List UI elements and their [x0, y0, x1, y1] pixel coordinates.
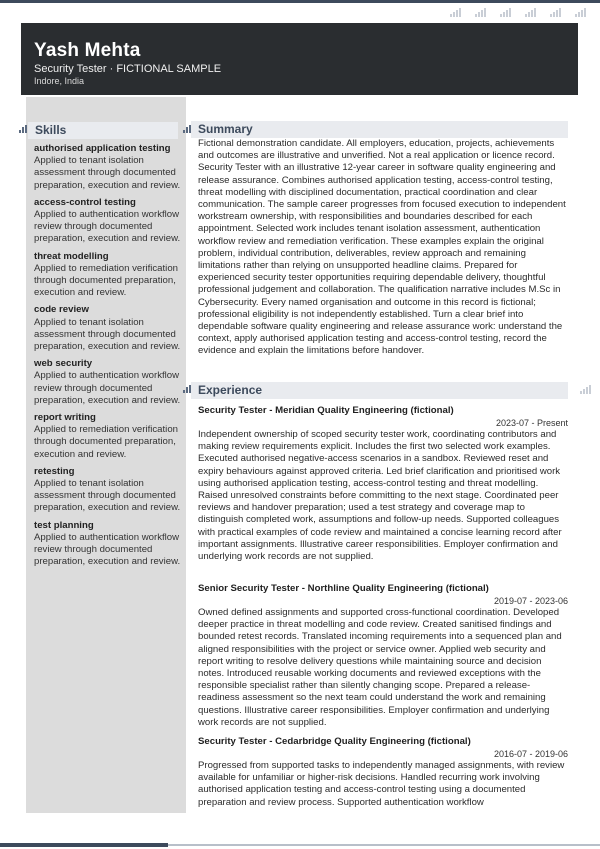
candidate-location: Indore, India — [34, 76, 85, 86]
bar-chart-icon — [525, 8, 536, 17]
skill-item — [34, 520, 182, 569]
job-dates: 2019-07 - 2023-06 — [493, 596, 568, 606]
bar-chart-icon — [550, 8, 561, 17]
job-title: Security Tester - Meridian Quality Engineering (fictional) — [198, 405, 454, 416]
experience-heading: Experience — [191, 382, 568, 399]
bar-chart-icon — [575, 8, 586, 17]
candidate-headline: Security Tester · FICTIONAL SAMPLE — [34, 63, 222, 75]
skill-description: Applied to tenant isolation assessment through documented preparation, execution and review. — [34, 155, 181, 191]
top-rule — [0, 0, 600, 3]
skills-list — [34, 143, 182, 574]
skill-item — [34, 466, 182, 515]
experience-entry — [198, 583, 568, 729]
skill-item — [34, 197, 182, 246]
skill-item — [34, 412, 182, 461]
section-marker-icon — [19, 125, 27, 133]
experience-entry — [198, 736, 568, 809]
skill-name: authorised application testing — [34, 143, 171, 154]
footer-rule — [168, 844, 600, 846]
skill-description: Applied to remediation verification through documented preparation, execution and review. — [34, 424, 178, 460]
header-decoration — [450, 8, 586, 17]
skill-item — [34, 143, 182, 192]
candidate-name: Yash Mehta — [34, 40, 141, 61]
job-title: Senior Security Tester - Northline Quality Engineering (fictional) — [198, 583, 489, 594]
skill-description: Applied to authentication workflow review through documented preparation, execution and review. — [34, 531, 181, 568]
skill-name: retesting — [34, 465, 75, 477]
footer-rule — [0, 843, 168, 847]
section-marker-icon — [183, 125, 191, 133]
skill-description: Applied to tenant isolation assessment through documented preparation, execution and review. — [34, 316, 181, 353]
skill-name: report writing — [34, 412, 96, 424]
resume-header — [21, 23, 578, 95]
job-title: Security Tester - Cedarbridge Quality Engineering (fictional) — [198, 736, 471, 747]
skill-description: Applied to remediation verification through documented preparation, execution and review. — [34, 262, 178, 299]
skill-description: Applied to tenant isolation assessment through documented preparation, execution and review. — [34, 478, 181, 514]
job-description: Owned defined assignments and supported cross-functional coordination. Developed deeper practice in threat modelling and code review. Created sanitised findings and bounded retest records. Translated incoming requirements into a sequenced plan and aligned responsibilities with the project or service owner. Applied web security and report writing to resolve delivery questions while maintaining source and decision notes. Introduced reusable working documents and reviewed exceptions with the responsible specialist rather than silently changing scope. Prepared a release-readiness assessment so the next team could understand the work and remaining questions. Illustrative career responsibilities. Employer confirmation and underlying work records are not supplied. — [198, 607, 562, 728]
job-dates: 2016-07 - 2019-06 — [493, 749, 568, 759]
bar-chart-icon — [580, 385, 591, 394]
summary-heading: Summary — [191, 121, 568, 138]
bar-chart-icon — [500, 8, 511, 17]
job-description: Progressed from supported tasks to independently managed assignments, with review available for unfamiliar or higher-risk decisions. Handled recurring work involving authorised application testing and access-control testing using a documented preparation and review process. Supported authentication workflow — [198, 760, 565, 808]
skill-item — [34, 358, 182, 407]
skill-description: Applied to authentication workflow review through documented preparation, execution and review. — [34, 209, 181, 245]
job-description: Independent ownership of scoped security tester work, coordinating contributors and making review requirements explicit. Includes the first two selected work examples. Executed authorised negative-access scenarios in a sandbox. Reviewed reset and expiry behaviours against approved criteria. Led brief clarification and prioritised work using authorised application testing, access-control testing and threat modelling. Raised unresolved constraints before committing to the next stage. Coordinated peer reviews and handover preparation; used a test strategy and coverage map to distinguish completed work, assumptions and follow-up needs. Supported colleagues with practical examples of code review and maintained a concise learning record after important assignments. Illustrative career responsibilities. Employer confirmation and underlying work records are not supplied. — [198, 429, 562, 563]
skill-name: code review — [34, 304, 89, 316]
skill-description: Applied to authentication workflow review through documented preparation, execution and review. — [34, 370, 181, 406]
skill-name: test planning — [34, 519, 94, 531]
job-dates: 2023-07 - Present — [495, 418, 568, 428]
skill-item — [34, 251, 182, 300]
skill-name: threat modelling — [34, 250, 109, 262]
experience-entry — [198, 405, 568, 563]
section-marker-icon — [183, 385, 191, 393]
skill-item — [34, 304, 182, 353]
bar-chart-icon — [475, 8, 486, 17]
skill-name: access-control testing — [34, 196, 136, 208]
summary-text: Fictional demonstration candidate. All employers, education, projects, achievements and outcomes are illustrative and unverified. Not a real application or licence record. Security Tester with an illustrative 12-year career in software quality engineering and release assurance. Combines authorised application testing, access-control testing, threat modelling with disciplined documentation, practical coordination and clear communication. The sample career progresses from focused execution to independent workstream ownership, with responsibilities and boundaries described for each appointment. Selected work includes tenant isolation assessment, authentication workflow review and remediation verification. These examples explain the original problem, individual contribution, deliverables, review approach and remaining limitations rather than relying on unsupported headline claims. Prepared for experienced security tester opportunities requiring dependable delivery, thoughtful professional judgement and collaboration. The qualification narrative includes M.Sc in Cybersecurity. Every named organisation and outcome in this record is fictional; professional eligibility is not independently established. Turn a clear brief into dependable software quality engineering and release assurance work: understand the context, apply authorised application testing and access-control testing, record the evidence and explain the limitations before handover. — [198, 138, 566, 357]
skill-name: web security — [34, 358, 93, 370]
skills-heading: Skills — [28, 122, 178, 139]
bar-chart-icon — [450, 8, 461, 17]
